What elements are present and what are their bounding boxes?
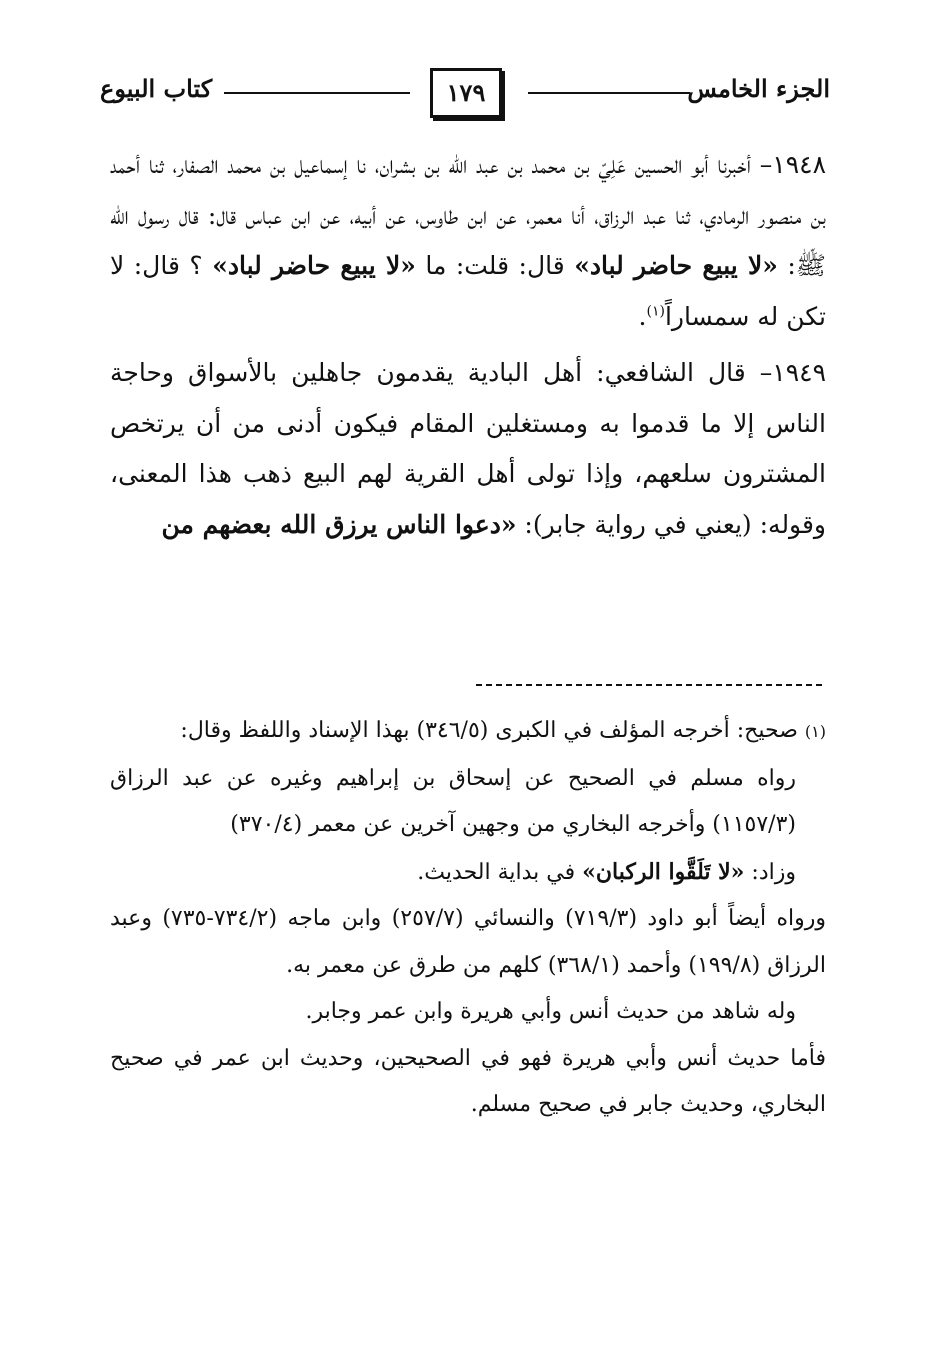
footnote-quote: «لا تَلَقَّوا الركبان» (582, 858, 745, 885)
footnote-line: وله شاهد من حديث أنس وأبي هريرة وابن عمر وجابر. (305, 999, 796, 1024)
footnote-line (110, 849, 826, 897)
footnote-separator (476, 684, 822, 686)
footnote-text: صحيح: أخرجه المؤلف في الكبرى (٣٤٦/٥) بهذا الإسناد واللفظ وقال: (180, 718, 805, 743)
footnotes (110, 708, 826, 1129)
hadith-text: أخبرنا أبو الحسين عَلِيّ بن محمد بن عبد الله بن بشران، نا إسماعيل بن محمد الصفار، ثنا أحمد بن منصور الرمادي، ثنا عبد الرزاق، أنا معمر، عن ابن طاوس، عن أبيه، عن ابن عباس قال: قال رسول الله ﷺ: (110, 150, 826, 280)
footnote-line: رواه مسلم في الصحيح عن إسحاق بن إبراهيم وغيره عن عبد الرزاق (١١٥٧/٣) وأخرجه البخاري من وجهين آخرين عن معمر (٣٧٠/٤) (110, 765, 796, 837)
footnote-text: وزاد: (744, 859, 796, 885)
hadith-text: قال: قلت: ما (415, 251, 575, 280)
header-rule-right (528, 92, 690, 94)
hadith-text: قال الشافعي: أهل البادية يقدمون جاهلين بالأسواق وحاجة الناس إلا ما قدموا به ومستغلين المقام فيكون أدنى من أن يرتخص المشترون سلعهم، وإذا تولى أهل القرية لهم البيع ذهب هذا المعنى، وقوله: (يعني في رواية جابر): (110, 358, 826, 539)
main-text (110, 140, 826, 556)
running-header (100, 68, 830, 122)
hadith-text: . (638, 301, 647, 331)
book-title: كتاب البيوع (100, 74, 213, 103)
footnote-line: ورواه أيضاً أبو داود (٧١٩/٣) والنسائي (٢٥٧/٧) وابن ماجه (٧٣٤/٢-٧٣٥) وعبد الرزاق (١٩٩/٨) وأحمد (٣٦٨/١) كلهم من طرق عن معمر به. (110, 906, 827, 978)
hadith-paragraph (110, 348, 826, 550)
volume-title: الجزء الخامس (687, 74, 830, 103)
hadith-quote: «لا يبيع حاضر لباد» (212, 251, 416, 280)
hadith-paragraph (110, 140, 826, 342)
footnote-text: في بداية الحديث. (417, 859, 583, 885)
header-rule-left (224, 92, 410, 94)
hadith-quote: «دعوا الناس يرزق الله بعضهم من (161, 509, 517, 539)
footnote-marker: (١) (804, 722, 826, 741)
hadith-number: ١٩٤٨– (759, 150, 826, 179)
page-number: ١٧٩ (430, 68, 502, 118)
footnote-line: فأما حديث أنس وأبي هريرة فهو في الصحيحين، وحديث ابن عمر في صحيح البخاري، وحديث جابر في صحيح مسلم. (110, 1045, 826, 1117)
hadith-text: ؟ قال: لا تكن له سمساراً (110, 251, 826, 331)
footnote-line (110, 708, 826, 756)
hadith-quote: «لا يبيع حاضر لباد» (574, 251, 778, 280)
hadith-number: ١٩٤٩– (759, 358, 826, 387)
footnote-reference[interactable]: (١) (646, 303, 665, 320)
